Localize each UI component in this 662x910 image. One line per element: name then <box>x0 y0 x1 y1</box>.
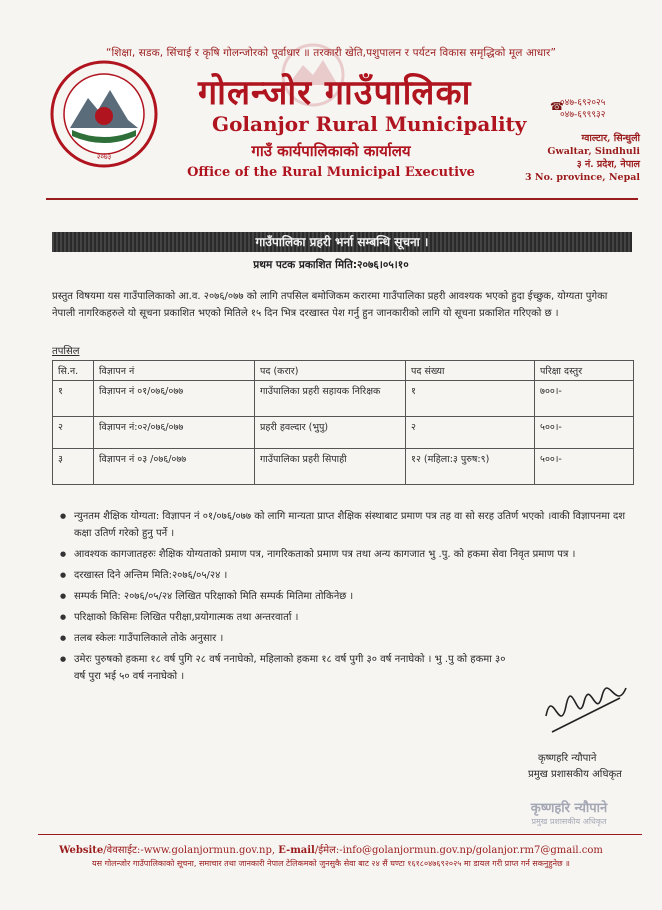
header-divider <box>46 198 638 200</box>
table-cell: गाउँपालिका प्रहरी सिपाही <box>255 449 406 485</box>
email-label: E-mail <box>278 845 315 856</box>
footer-notice: यस गोलन्जोर गाउँपालिकाको सूचना, समाचार तथा जानकारी नेपाल टेलिकमको जुनसुकै सेवा बाट २४ सैं घण्टा १६१८०४७६९२०२५ मा डायल गरी प्राप्त गर्न सकनुहुनेछ ॥ <box>92 859 570 868</box>
table-header: पद (करार) <box>255 361 406 381</box>
email-link[interactable]: info@golanjormun.gov.np/golanjor.rm7@gmail.com <box>342 845 603 856</box>
office-name-nepali: गाउँ कार्यपालिकाको कार्यालय <box>251 142 411 160</box>
table-caption: तपसिल <box>52 346 80 357</box>
table-header: विज्ञापन नं <box>94 361 255 381</box>
website-label-nepali: /वेवसाईट:- <box>103 845 144 856</box>
phone-icon: ☎ <box>550 100 564 113</box>
table-header-row <box>53 361 634 381</box>
table-header: परिक्षा दस्तुर <box>535 361 634 381</box>
table-header: पद संख्या <box>406 361 535 381</box>
website-label: Website <box>59 845 104 856</box>
table-cell: १ <box>406 381 535 417</box>
notice-title: गाउँपालिका प्रहरी भर्ना सम्बन्धि सूचना । <box>52 232 632 252</box>
stamp-title: प्रमुख प्रशासकीय अधिकृत <box>531 817 607 826</box>
emblem-year: २०७३ <box>96 153 112 161</box>
table-cell: विज्ञापन नं:०२/०७६/०७७ <box>94 417 255 449</box>
notice-intro: प्रस्तुत विषयमा यस गाउँपालिकाको आ.व. २०७६/०७७ को लागि तपसिल बमोजिकम करारमा गाउँपालिका प्रहरी आवश्यक भएको हुदा ईच्छुक, योग्यता पुगेका नेपाली नागरिकहरुले यो सूचना प्रकाशित भएको मितिले १५ दिन भित्र दरखास्त पेश गर्नु हुन जानकारीको लागि यो सूचना प्रकाशित गरिएको छ । <box>52 291 608 319</box>
table-cell: २ <box>53 417 94 449</box>
signatory-title: प्रमुख प्रशासकीय अधिकृत <box>528 769 622 780</box>
footer-divider <box>38 834 642 835</box>
address-block <box>525 132 640 184</box>
table-cell: १२ (महिला:३ पुरुष:९) <box>406 449 535 485</box>
table-row <box>53 417 634 449</box>
requirements-list <box>60 508 628 689</box>
email-label-nepali: /ईमेल:- <box>314 845 343 856</box>
footer-contact <box>0 842 662 856</box>
municipality-name-english: Golanjor Rural Municipality <box>212 112 527 136</box>
list-item: ● तलब स्केलः गाउँपालिकाले तोके अनुसार । <box>60 630 628 647</box>
table-cell: विज्ञापन नं ०३ /०७६/०७७ <box>94 449 255 485</box>
signature-icon <box>538 676 633 744</box>
table-cell: ५००।- <box>535 417 634 449</box>
list-item: ● उमेरः पुरुषको हकमा १८ वर्ष पुगि २८ वर्ष ननाघेको, महिलाको हकमा १८ वर्ष पुगी ३० वर्ष ननाघेको । भु .पु को हकमा ३० वर्ष पुरा भई ५० वर्ष ननाघेको । <box>60 651 628 685</box>
website-link[interactable]: www.golanjormun.gov.np, <box>143 845 276 856</box>
table-cell: प्रहरी हवल्दार (भुपु) <box>255 417 406 449</box>
table-cell: गाउँपालिका प्रहरी सहायक निरिक्षक <box>255 381 406 417</box>
phone-2: ०४७-६९९९३२ <box>560 110 606 120</box>
list-item: ● न्युनतम शैक्षिक योग्यता: विज्ञापन नं ०१/०७६/०७७ को लागि मान्यता प्राप्त शैक्षिक संस्थाबाट प्रमाण पत्र तह वा सो सरह उतिर्ण भएको ।वाकी विज्ञापनमा दश कक्षा उतिर्ण गरेको हुनु पर्ने । <box>60 508 628 542</box>
list-item: ● आवश्यक कागजातहरुः शैक्षिक योग्यताको प्रमाण पत्र, नागरिकताको प्रमाण पत्र तथा अन्य कागजात भु .पु. को हकमा सेवा निवृत प्रमाण पत्र । <box>60 546 628 563</box>
table-cell: २ <box>406 417 535 449</box>
address-nepali-2: ३ नं. प्रदेश, नेपाल <box>576 159 640 170</box>
table-cell: ३ <box>53 449 94 485</box>
list-item: ● सम्पर्क मिति: २०७६/०५/२४ लिखित परिक्षाको मिति सम्पर्क मितिमा तोकिनेछ । <box>60 588 628 605</box>
table-header: सि.न. <box>53 361 94 381</box>
signatory-name: कृष्णहरि न्यौपाने <box>538 753 597 764</box>
list-item: ● दरखास्त दिने अन्तिम मिति:२०७६/०५/२४ । <box>60 567 628 584</box>
office-name-english: Office of the Rural Municipal Executive <box>187 165 475 180</box>
header-motto: “शिक्षा, सडक, सिंचाई र कृषि गोलन्जोरको पूर्वाधार ॥ तरकारी खेति,पशुपालन र पर्यटन विकास समृद्धिको मूल आधार” <box>106 47 556 59</box>
address-english-2: 3 No. province, Nepal <box>525 172 640 183</box>
table-row <box>53 449 634 485</box>
municipality-name-nepali: गोलन्जोर गाउँपालिका <box>198 73 472 113</box>
official-stamp <box>510 798 628 824</box>
table-cell: ५००।- <box>535 449 634 485</box>
table-cell: विज्ञापन नं ०१/०७६/०७७ <box>94 381 255 417</box>
phone-1: ०४७-६९२०२५ <box>560 98 606 108</box>
table-cell: १ <box>53 381 94 417</box>
list-item: ● परिक्षाको किसिमः लिखित परीक्षा,प्रयोगात्मक तथा अन्तरवार्ता । <box>60 609 628 626</box>
stamp-name: कृष्णहरि न्यौपाने <box>530 801 608 816</box>
published-date: प्रथम पटक प्रकाशित मिति:२०७६।०५।१० <box>253 259 409 271</box>
table-cell: ७००।- <box>535 381 634 417</box>
vacancy-table <box>52 360 634 485</box>
phone-block <box>550 97 606 121</box>
address-nepali-1: ग्वाल्टार, सिन्धुली <box>581 133 640 144</box>
address-english-1: Gwaltar, Sindhuli <box>547 146 640 157</box>
table-row <box>53 381 634 417</box>
